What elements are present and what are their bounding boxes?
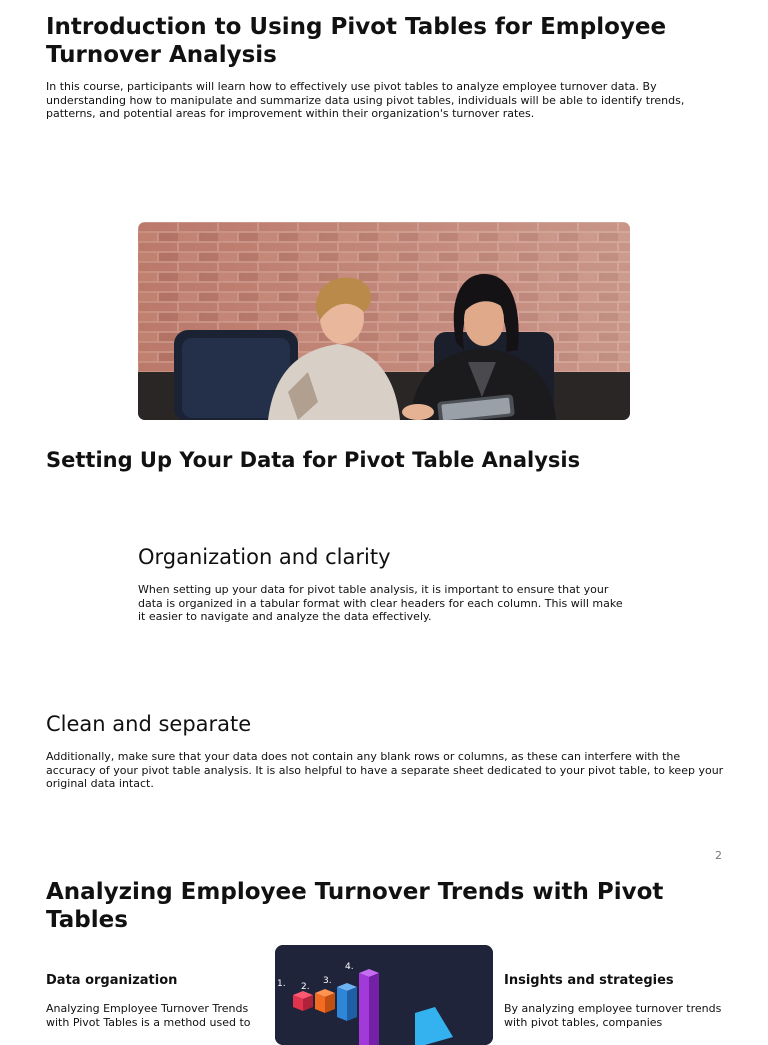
subheading-organization: Organization and clarity — [138, 545, 391, 569]
insights-paragraph: By analyzing employee turnover trends with pivot tables, companies — [504, 1002, 722, 1029]
bar-2 — [315, 989, 335, 1013]
bar-4 — [359, 969, 379, 1045]
bar-1 — [293, 991, 313, 1011]
insights-heading: Insights and strategies — [504, 973, 674, 988]
meeting-photo — [138, 222, 630, 420]
chart-label-4: 4. — [345, 962, 354, 972]
intro-paragraph: In this course, participants will learn how to effectively use pivot tables to analyze employee turnover data. By understanding how to manipulate and summarize data using pivot tables, individuals will be able to identify trends, patterns, and potential areas for improvement within their organization's turnover rates. — [46, 80, 685, 120]
chart-label-1: 1. — [277, 979, 286, 989]
section-heading-analyzing: Analyzing Employee Turnover Trends with Pivot Tables — [46, 879, 664, 933]
page-number: 2 — [715, 849, 722, 862]
subheading-clean: Clean and separate — [46, 712, 252, 736]
section-heading-setup: Setting Up Your Data for Pivot Table Analysis — [46, 448, 581, 472]
chart-label-3: 3. — [323, 976, 332, 986]
organization-paragraph: When setting up your data for pivot table analysis, it is important to ensure that your data is organized in a tabular format with clear headers for each column. This will make it easier to navigate and analyze the data effectively. — [138, 583, 623, 623]
chart-label-2: 2. — [301, 982, 310, 992]
data-organization-paragraph: Analyzing Employee Turnover Trends with Pivot Tables is a method used to — [46, 1002, 251, 1029]
page-title: Introduction to Using Pivot Tables for Employee Turnover Analysis — [46, 14, 667, 68]
data-organization-heading: Data organization — [46, 973, 178, 988]
3d-bar-chart-image — [275, 945, 493, 1045]
clean-paragraph: Additionally, make sure that your data does not contain any blank rows or columns, as these can interfere with the accuracy of your pivot table analysis. It is also helpful to have a separate sheet dedicated to your pivot table, to keep your original data intact. — [46, 750, 724, 790]
bar-3 — [337, 983, 357, 1021]
